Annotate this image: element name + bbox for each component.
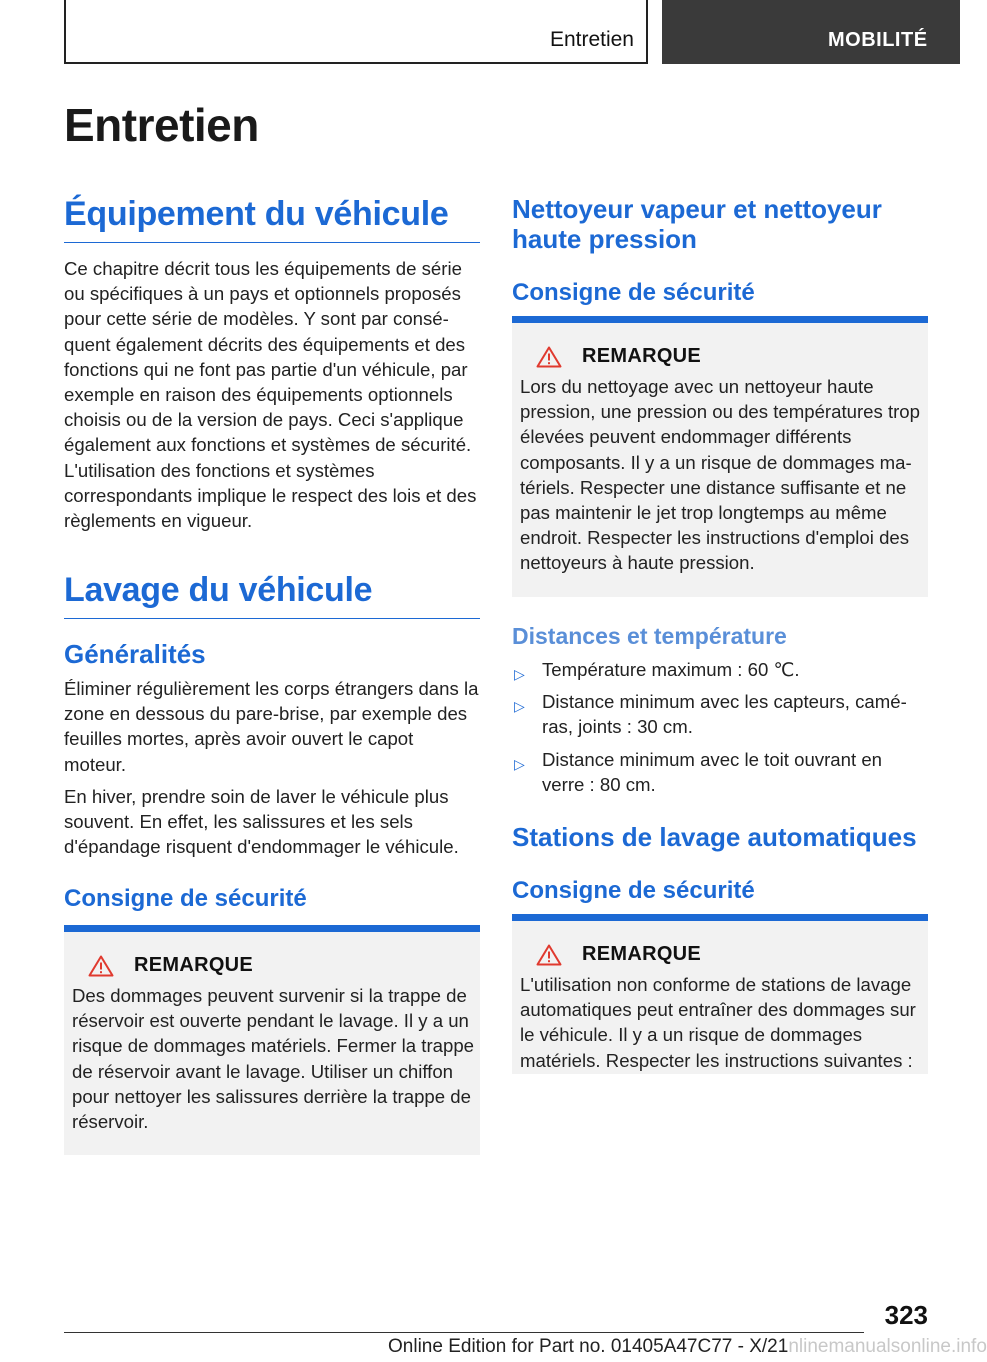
note-label: REMARQUE: [134, 954, 254, 976]
list-item: ▷ Température maximum : 60 ℃.: [512, 657, 928, 682]
page-title: Entretien: [64, 99, 259, 151]
list-item: ▷ Distance minimum avec les capteurs, caméras, joints : 30 cm.: [514, 691, 907, 738]
triangle-bullet-icon: ▷: [514, 666, 525, 682]
note-label: REMARQUE: [582, 943, 702, 965]
heading-consigne-lavage: Consigne de sécurité: [64, 885, 307, 912]
header-section-label: Entretien: [549, 28, 634, 51]
equipement-text: Ce chapitre décrit tous les équipements de série ou spécifiques à un pays et optionnels proposés pour cette série de modèles. Y sont par conséquent également décrits des équipements et des fonctions qui ne font pas partie d'un véhicule, par exemple en raison des équipements optionnels choisis ou de la version de pays. Ceci s'applique également aux fonctions et systèmes de sécurité. L'utilisation des fonctions et systèmes correspondants implique le respect des lois et des règlements en vigueur.: [64, 258, 477, 532]
heading-distances: Distances et température: [512, 623, 787, 649]
heading-consigne-stations: Consigne de sécurité: [512, 877, 755, 904]
footer-watermark: nlinemanualsonline.info: [788, 1336, 987, 1357]
header-chapter-tab: [662, 0, 960, 64]
heading-stations: Stations de lavage automatiques: [512, 822, 917, 852]
warning-triangle-icon: [88, 955, 114, 977]
generalites-text-1: Éliminer régulièrement les corps étrangers dans la zone en dessous du pare-brise, par exemple des feuilles mortes, après avoir ouvert le capot moteur.: [64, 678, 479, 775]
heading-lavage: Lavage du véhicule: [64, 570, 480, 619]
heading-generalites: Généralités: [64, 639, 206, 669]
footer-edition: [388, 1336, 987, 1358]
distances-list: [512, 657, 928, 804]
warning-triangle-icon: [536, 944, 562, 966]
note-label: REMARQUE: [582, 345, 702, 367]
note-text: Des dommages peuvent survenir si la trappe de réservoir est ouverte pendant le lavage. Il y a un risque de dommages matériels. Fermer la trappe de réservoir avant le lavage. Utiliser un chiffon pour nettoyer les salissures derrière la trappe de réservoir.: [72, 985, 474, 1133]
generalites-text-2: En hiver, prendre soin de laver le véhicule plus souvent. En effet, les salissures et les sels d'épandage risquent d'endommager le véhicule.: [64, 786, 459, 858]
note-box-nettoyeur: [512, 316, 928, 597]
note-text: L'utilisation non conforme de stations de lavage automatiques peut entraîner des dommages sur le véhicule. Il y a un risque de dommages matériels. Respecter les instructions suivantes :: [520, 974, 916, 1071]
note-text: Lors du nettoyage avec un nettoyeur haute pression, une pression ou des températures trop élevées peuvent endommager différents composants. Il y a un risque de dommages matériels. Respecter une distance suffisante et ne pas maintenir le jet trop longtemps au même endroit. Respecter les instructions d'emploi des nettoyeurs à haute pression.: [520, 376, 920, 574]
footer-edition-text: Online Edition for Part no. 01405A47C77 - X/21: [388, 1336, 789, 1357]
heading-consigne-nettoyeur: Consigne de sécurité: [512, 279, 755, 306]
list-item: ▷ Distance minimum avec le toit ouvrant en verre : 80 cm.: [514, 748, 882, 795]
heading-nettoyeur: Nettoyeur vapeur et nettoyeur haute pression: [512, 194, 882, 254]
header-chapter-label: MOBILITÉ: [828, 29, 928, 51]
note-box-lavage: [64, 925, 480, 1155]
note-box-stations: [512, 914, 928, 1074]
warning-triangle-icon: [536, 346, 562, 368]
header-section-tab: [64, 0, 648, 64]
footer-divider: [64, 1332, 864, 1333]
triangle-bullet-icon: ▷: [514, 698, 525, 715]
triangle-bullet-icon: ▷: [514, 755, 525, 772]
page-number: 323: [884, 1300, 928, 1330]
heading-equipement: Équipement du véhicule: [64, 194, 480, 243]
